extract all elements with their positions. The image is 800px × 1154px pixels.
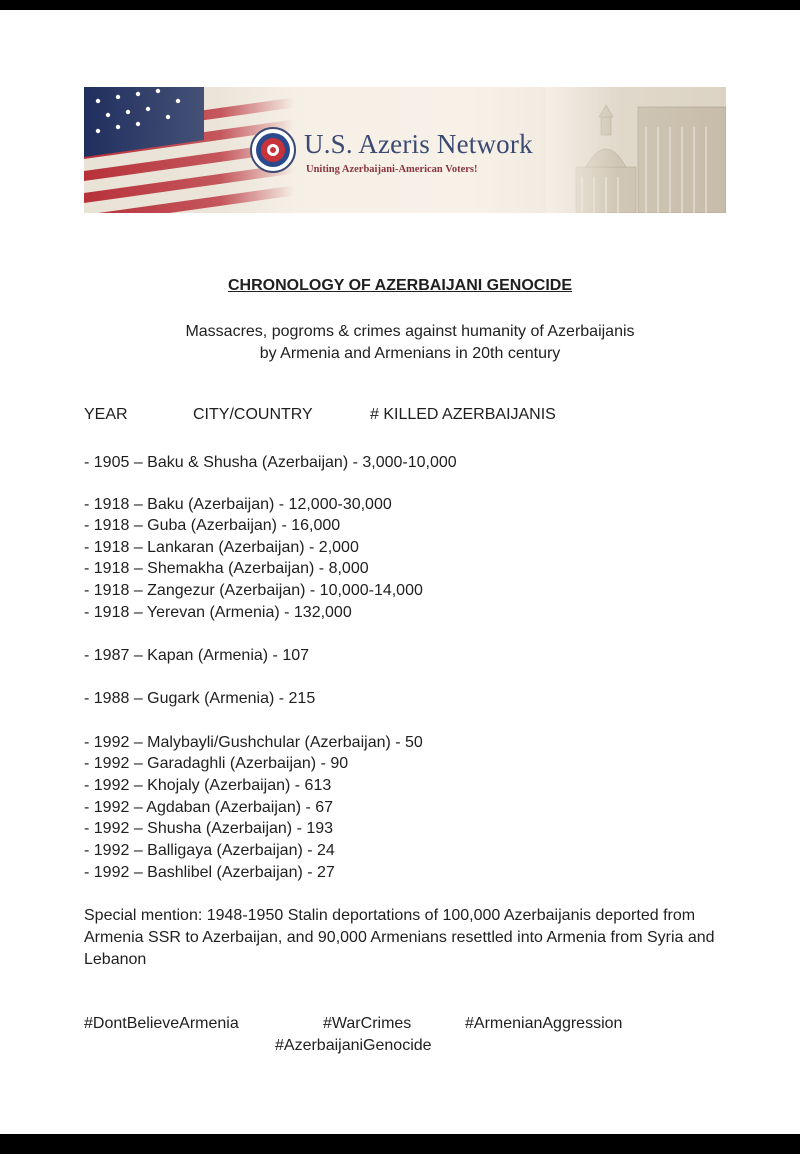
brand-name: U.S. Azeris Network: [304, 129, 533, 159]
hashtag-dont-believe-armenia: #DontBelieveArmenia: [84, 1015, 239, 1032]
bottom-frame-bar: [0, 1134, 800, 1154]
brand-tagline: Uniting Azerbaijani-American Voters!: [306, 164, 478, 175]
list-item: - 1992 – Garadaghli (Azerbaijan) - 90: [84, 755, 349, 772]
list-item: - 1992 – Malybayli/Gushchular (Azerbaijan) - 50: [84, 734, 423, 751]
header-banner: [84, 87, 726, 213]
list-item: - 1918 – Shemakha (Azerbaijan) - 8,000: [84, 560, 369, 577]
list-item: - 1918 – Zangezur (Azerbaijan) - 10,000-14,000: [84, 582, 423, 599]
subtitle-line-2: by Armenia and Armenians in 20th century: [259, 345, 561, 362]
list-item: - 1992 – Balligaya (Azerbaijan) - 24: [84, 842, 335, 859]
column-header-year: YEAR: [84, 406, 128, 423]
network-seal-logo: [250, 127, 296, 173]
document-title: CHRONOLOGY OF AZERBAIJANI GENOCIDE: [227, 277, 573, 294]
document-subtitle: [0, 321, 800, 365]
list-item: - 1918 – Guba (Azerbaijan) - 16,000: [84, 517, 341, 534]
column-header-city: CITY/COUNTRY: [193, 406, 313, 423]
special-mention-paragraph: Special mention: 1948-1950 Stalin deportations of 100,000 Azerbaijanis deported from Armenia SSR to Azerbaijan, and 90,000 Armenians resettled into Armenia from Syria and Lebanon: [84, 907, 715, 968]
hashtag-war-crimes: #WarCrimes: [323, 1015, 412, 1032]
list-item: - 1918 – Baku (Azerbaijan) - 12,000-30,000: [84, 496, 392, 513]
list-item: - 1992 – Shusha (Azerbaijan) - 193: [84, 820, 334, 837]
list-item: - 1905 – Baku & Shusha (Azerbaijan) - 3,000-10,000: [84, 454, 457, 471]
top-frame-bar: [0, 0, 800, 10]
list-item: - 1918 – Lankaran (Azerbaijan) - 2,000: [84, 539, 359, 556]
list-item: - 1918 – Yerevan (Armenia) - 132,000: [84, 604, 352, 621]
subtitle-line-1: Massacres, pogroms & crimes against humanity of Azerbaijanis: [185, 323, 635, 340]
list-item: - 1992 – Khojaly (Azerbaijan) - 613: [84, 777, 332, 794]
list-item: - 1987 – Kapan (Armenia) - 107: [84, 647, 310, 664]
hashtag-azerbaijani-genocide: #AzerbaijaniGenocide: [275, 1037, 432, 1054]
list-item: - 1988 – Gugark (Armenia) - 215: [84, 690, 316, 707]
hashtag-armenian-aggression: #ArmenianAggression: [465, 1015, 623, 1032]
capitol-building-image: [546, 87, 726, 213]
column-header-killed: # KILLED AZERBAIJANIS: [370, 406, 556, 423]
list-item: - 1992 – Agdaban (Azerbaijan) - 67: [84, 799, 334, 816]
list-item: - 1992 – Bashlibel (Azerbaijan) - 27: [84, 864, 335, 881]
